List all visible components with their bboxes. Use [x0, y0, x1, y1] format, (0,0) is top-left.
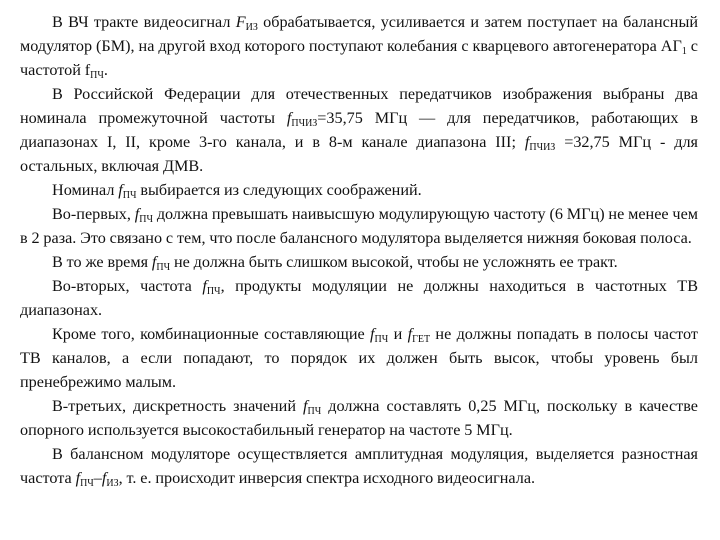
subscript: ПЧИЗ [529, 142, 556, 153]
text-run: Во-первых, [52, 205, 135, 223]
math-symbol: f [75, 469, 81, 487]
text-run: Во-вторых, частота [52, 277, 203, 295]
text-run: – [93, 469, 102, 487]
subscript: ИЗ [106, 478, 119, 489]
text-run: обрабатывается, усиливается и затем поступает на балансный модулятор (БМ), на другой вход которого поступают колебания с кварцевого автогенератора АГ [20, 13, 698, 55]
subscript: ГЕТ [412, 334, 431, 345]
text-run: , продукты модуляции не должны находиться в частотных ТВ диапазонах. [20, 277, 698, 319]
text-run: Кроме того, комбинационные составляющие [52, 325, 371, 343]
math-symbol: f [151, 253, 157, 271]
subscript: ПЧ [122, 190, 137, 201]
paragraph-if-nominals [20, 82, 698, 178]
subscript: ПЧ [307, 406, 322, 417]
math-symbol: f [286, 109, 292, 127]
subscript: ПЧ [139, 214, 153, 225]
paragraph-third-reason [20, 394, 698, 442]
paragraph-second-reason [20, 274, 698, 322]
math-symbol: f [370, 325, 375, 343]
text-run: должна превышать наивысшую модулирующую частоту (6 МГц) не менее чем в 2 раза. Это связано с тем, что после балансного модулятора выделяется нижняя боковая полоса. [20, 205, 698, 247]
math-symbol: f [118, 181, 123, 199]
math-symbol: f [101, 469, 107, 487]
text-run: В-третьих, дискретность значений [52, 397, 304, 415]
document-body [20, 10, 698, 490]
text-run: В ВЧ тракте видеосигнал [52, 13, 236, 31]
subscript: ПЧ [206, 286, 221, 297]
text-run: =32,75 МГц - для остальных, включая ДМВ. [20, 133, 698, 175]
math-symbol: f [407, 325, 413, 343]
math-symbol: f [524, 133, 530, 151]
paragraph-balanced-modulator [20, 442, 698, 490]
text-run: Номинал [52, 181, 119, 199]
paragraph-first-reason [20, 202, 698, 250]
math-symbol: f [134, 205, 140, 223]
paragraph-combination-components [20, 322, 698, 394]
subscript: ПЧ [80, 478, 94, 489]
text-run: В балансном модуляторе осуществляется амплитудная модуляция, выделяется разностная частота [20, 445, 698, 487]
math-symbol: f [303, 397, 308, 415]
text-run: выбирается из следующих соображений. [136, 181, 422, 199]
text-run: должна составлять 0,25 МГц, поскольку в качестве опорного используется высокостабильный генератор на частоте 5 МГц. [20, 397, 698, 439]
text-run: В Российской Федерации для отечественных передатчиков изображения выбраны два номинала промежуточной частоты [20, 85, 698, 127]
text-run: с частотой f [20, 37, 698, 79]
paragraph-if-signal-path [20, 10, 698, 82]
text-run: =35,75 МГц — для передатчиков, работающих в диапазонах I, II, кроме 3-го канала, и в 8-м канале диапазона III; [20, 109, 698, 151]
text-run: не должны попадать в полосы частот ТВ каналов, а если попадают, то порядок их должен быть высок, чтобы уровень был пренебрежимо малым. [20, 325, 698, 391]
paragraph-selection-reasons [20, 178, 698, 202]
math-symbol: f [202, 277, 207, 295]
subscript: ПЧ [90, 70, 104, 81]
paragraph-not-too-high [20, 250, 698, 274]
subscript: ПЧИЗ [291, 118, 318, 129]
subscript: ИЗ [245, 22, 258, 33]
text-run: не должна быть слишком высокой, чтобы не усложнять ее тракт. [170, 253, 618, 271]
text-run: . [103, 61, 108, 79]
text-run: и [388, 325, 408, 343]
math-symbol: F [235, 13, 246, 31]
subscript: 1 [681, 46, 687, 57]
text-run: В то же время [52, 253, 152, 271]
subscript: ПЧ [156, 262, 171, 273]
subscript: ПЧ [374, 334, 389, 345]
text-run: , т. е. происходит инверсия спектра исходного видеосигнала. [118, 469, 536, 487]
